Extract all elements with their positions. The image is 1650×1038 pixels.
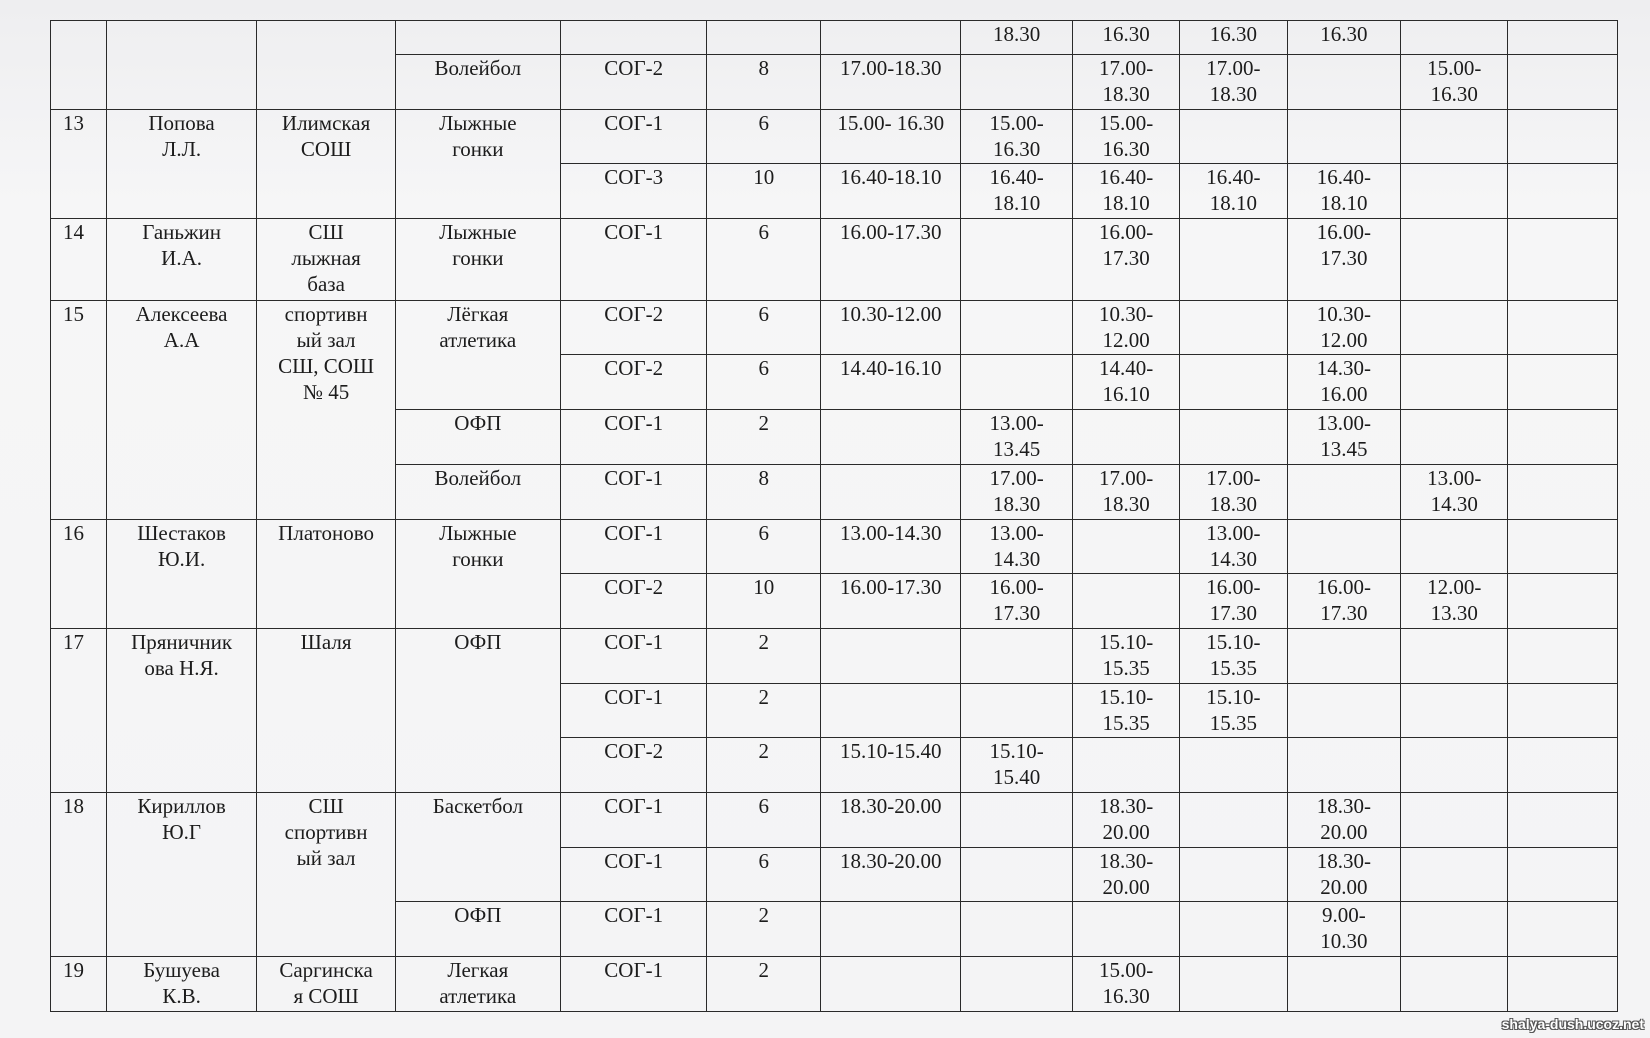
table-cell: 16.00- 17.30 bbox=[961, 574, 1072, 629]
table-cell: 16.40- 18.10 bbox=[1072, 164, 1179, 219]
table-cell: 15.10- 15.35 bbox=[1180, 628, 1287, 683]
table-cell: СОГ-1 bbox=[560, 683, 707, 738]
table-cell bbox=[821, 464, 961, 519]
table-cell: 16 bbox=[51, 519, 107, 628]
table-cell bbox=[1401, 628, 1508, 683]
table-cell bbox=[1401, 683, 1508, 738]
table-cell: 18.30- 20.00 bbox=[1287, 793, 1401, 848]
table-cell: 10.30- 12.00 bbox=[1287, 300, 1401, 355]
table-cell: Лыжные гонки bbox=[395, 219, 560, 301]
table-cell: СОГ-1 bbox=[560, 219, 707, 301]
table-cell: 16.40-18.10 bbox=[821, 164, 961, 219]
table-cell: Шестаков Ю.И. bbox=[106, 519, 257, 628]
table-cell bbox=[1072, 738, 1179, 793]
table-cell bbox=[707, 21, 821, 55]
table-cell: 18.30-20.00 bbox=[821, 847, 961, 902]
table-cell bbox=[1508, 847, 1618, 902]
table-cell bbox=[1180, 410, 1287, 465]
table-row bbox=[51, 219, 1618, 301]
table-cell bbox=[1287, 464, 1401, 519]
table-cell: 14.40-16.10 bbox=[821, 355, 961, 410]
table-row bbox=[51, 109, 1618, 164]
table-cell: Волейбол bbox=[395, 55, 560, 110]
table-cell: 16.40- 18.10 bbox=[961, 164, 1072, 219]
table-cell bbox=[1401, 410, 1508, 465]
table-cell: Лыжные гонки bbox=[395, 109, 560, 218]
table-cell: 16.00-17.30 bbox=[821, 574, 961, 629]
table-cell: СОГ-1 bbox=[560, 109, 707, 164]
table-cell: 15.10- 15.40 bbox=[961, 738, 1072, 793]
table-row bbox=[51, 628, 1618, 683]
table-cell: 6 bbox=[707, 109, 821, 164]
table-cell bbox=[1401, 219, 1508, 301]
table-cell: 6 bbox=[707, 793, 821, 848]
table-cell: СОГ-1 bbox=[560, 847, 707, 902]
table-cell: 12.00- 13.30 bbox=[1401, 574, 1508, 629]
table-cell: Попова Л.Л. bbox=[106, 109, 257, 218]
table-cell: 13.00- 13.45 bbox=[961, 410, 1072, 465]
table-cell bbox=[1287, 683, 1401, 738]
table-cell bbox=[1287, 519, 1401, 574]
table-cell: 16.00- 17.30 bbox=[1287, 574, 1401, 629]
table-cell bbox=[1180, 109, 1287, 164]
table-cell: СОГ-1 bbox=[560, 628, 707, 683]
table-cell: 15.00- 16.30 bbox=[1401, 55, 1508, 110]
table-row bbox=[51, 957, 1618, 1012]
table-cell: 6 bbox=[707, 519, 821, 574]
table-cell bbox=[1508, 109, 1618, 164]
table-cell bbox=[1180, 793, 1287, 848]
schedule-table bbox=[50, 20, 1618, 1012]
table-cell bbox=[1508, 683, 1618, 738]
table-cell bbox=[1401, 109, 1508, 164]
table-cell bbox=[1508, 55, 1618, 110]
table-cell bbox=[1287, 109, 1401, 164]
table-cell bbox=[1508, 464, 1618, 519]
table-cell: 17.00- 18.30 bbox=[1072, 55, 1179, 110]
table-cell: спортивн ый зал СШ, СОШ № 45 bbox=[257, 300, 395, 519]
table-cell: 2 bbox=[707, 738, 821, 793]
table-cell bbox=[1401, 519, 1508, 574]
table-cell bbox=[560, 21, 707, 55]
table-cell bbox=[1401, 738, 1508, 793]
table-cell bbox=[1287, 628, 1401, 683]
table-cell bbox=[51, 21, 107, 110]
table-cell: Алексеева А.А bbox=[106, 300, 257, 519]
table-cell bbox=[961, 957, 1072, 1012]
table-cell bbox=[106, 21, 257, 110]
table-cell: 17.00- 18.30 bbox=[1180, 55, 1287, 110]
table-cell: Лыжные гонки bbox=[395, 519, 560, 628]
table-cell: 2 bbox=[707, 957, 821, 1012]
table-cell bbox=[821, 902, 961, 957]
table-cell bbox=[1180, 957, 1287, 1012]
table-cell: 16.40- 18.10 bbox=[1287, 164, 1401, 219]
table-cell bbox=[961, 300, 1072, 355]
table-cell bbox=[1401, 164, 1508, 219]
table-cell bbox=[1287, 55, 1401, 110]
table-cell bbox=[1180, 355, 1287, 410]
table-cell: 2 bbox=[707, 902, 821, 957]
table-cell bbox=[1508, 628, 1618, 683]
table-cell: 17.00- 18.30 bbox=[1180, 464, 1287, 519]
table-cell bbox=[961, 55, 1072, 110]
table-row bbox=[51, 793, 1618, 848]
table-cell bbox=[257, 21, 395, 110]
table-cell: 2 bbox=[707, 683, 821, 738]
table-cell: СОГ-1 bbox=[560, 410, 707, 465]
table-cell: 15.00- 16.30 bbox=[1072, 957, 1179, 1012]
table-cell bbox=[1508, 793, 1618, 848]
table-cell: СОГ-2 bbox=[560, 574, 707, 629]
table-row bbox=[51, 21, 1618, 55]
table-cell: 18.30-20.00 bbox=[821, 793, 961, 848]
table-cell bbox=[1508, 164, 1618, 219]
table-cell bbox=[821, 957, 961, 1012]
table-cell bbox=[821, 21, 961, 55]
table-cell bbox=[821, 628, 961, 683]
table-cell: ОФП bbox=[395, 902, 560, 957]
table-cell: 8 bbox=[707, 55, 821, 110]
table-cell: 13.00- 14.30 bbox=[1401, 464, 1508, 519]
table-cell: 15.10- 15.35 bbox=[1180, 683, 1287, 738]
table-cell bbox=[1508, 219, 1618, 301]
table-cell bbox=[1508, 957, 1618, 1012]
table-cell bbox=[961, 628, 1072, 683]
table-cell bbox=[961, 902, 1072, 957]
table-cell: 15.00- 16.30 bbox=[961, 109, 1072, 164]
table-cell: 14 bbox=[51, 219, 107, 301]
table-cell: 17 bbox=[51, 628, 107, 792]
table-cell: 2 bbox=[707, 628, 821, 683]
table-cell bbox=[1072, 902, 1179, 957]
table-cell: СОГ-1 bbox=[560, 519, 707, 574]
table-cell: Волейбол bbox=[395, 464, 560, 519]
table-cell: 15.10- 15.35 bbox=[1072, 628, 1179, 683]
table-cell bbox=[1401, 355, 1508, 410]
table-cell: ОФП bbox=[395, 628, 560, 792]
table-cell: СОГ-1 bbox=[560, 957, 707, 1012]
table-cell bbox=[1508, 902, 1618, 957]
table-cell bbox=[1180, 902, 1287, 957]
table-cell bbox=[1508, 300, 1618, 355]
table-cell bbox=[961, 793, 1072, 848]
table-cell bbox=[1401, 793, 1508, 848]
table-cell: Саргинска я СОШ bbox=[257, 957, 395, 1012]
table-row bbox=[51, 519, 1618, 574]
table-cell bbox=[961, 355, 1072, 410]
table-cell: 10.30-12.00 bbox=[821, 300, 961, 355]
table-cell: 14.40- 16.10 bbox=[1072, 355, 1179, 410]
table-cell bbox=[1508, 519, 1618, 574]
table-cell: ОФП bbox=[395, 410, 560, 465]
table-cell: 18 bbox=[51, 793, 107, 957]
table-cell: СШ спортивн ый зал bbox=[257, 793, 395, 957]
table-cell: 18.30- 20.00 bbox=[1287, 847, 1401, 902]
table-cell: СОГ-1 bbox=[560, 464, 707, 519]
table-cell: Ганьжин И.А. bbox=[106, 219, 257, 301]
table-cell: 6 bbox=[707, 355, 821, 410]
table-cell: 16.00- 17.30 bbox=[1287, 219, 1401, 301]
table-cell: 18.30- 20.00 bbox=[1072, 793, 1179, 848]
table-cell bbox=[1072, 574, 1179, 629]
table-cell: 15.00- 16.30 bbox=[1072, 109, 1179, 164]
table-cell: 16.30 bbox=[1072, 21, 1179, 55]
table-cell bbox=[821, 683, 961, 738]
table-cell: 15.10- 15.35 bbox=[1072, 683, 1179, 738]
table-cell: 16.00-17.30 bbox=[821, 219, 961, 301]
table-cell bbox=[1401, 300, 1508, 355]
table-cell: Легкая атлетика bbox=[395, 957, 560, 1012]
table-cell: СОГ-1 bbox=[560, 793, 707, 848]
table-cell: 13.00-14.30 bbox=[821, 519, 961, 574]
table-cell bbox=[1072, 410, 1179, 465]
table-cell: 16.00- 17.30 bbox=[1180, 574, 1287, 629]
table-cell: 2 bbox=[707, 410, 821, 465]
table-cell: Кириллов Ю.Г bbox=[106, 793, 257, 957]
table-cell: Бушуева К.В. bbox=[106, 957, 257, 1012]
table-cell: 17.00-18.30 bbox=[821, 55, 961, 110]
table-cell: 17.00- 18.30 bbox=[961, 464, 1072, 519]
table-cell: 16.40- 18.10 bbox=[1180, 164, 1287, 219]
table-cell: СШ лыжная база bbox=[257, 219, 395, 301]
table-cell: 16.30 bbox=[1180, 21, 1287, 55]
table-cell bbox=[1287, 957, 1401, 1012]
table-cell: 9.00- 10.30 bbox=[1287, 902, 1401, 957]
table-cell bbox=[1072, 519, 1179, 574]
table-cell bbox=[1180, 219, 1287, 301]
table-cell bbox=[1180, 738, 1287, 793]
site-watermark: shalya-dush.ucoz.net bbox=[1501, 1016, 1644, 1032]
table-cell: 16.30 bbox=[1287, 21, 1401, 55]
table-cell: Пряничник ова Н.Я. bbox=[106, 628, 257, 792]
table-cell bbox=[1508, 574, 1618, 629]
table-cell bbox=[1508, 21, 1618, 55]
table-cell: 10.30- 12.00 bbox=[1072, 300, 1179, 355]
table-cell bbox=[961, 683, 1072, 738]
table-cell: 18.30- 20.00 bbox=[1072, 847, 1179, 902]
table-cell: Лёгкая атлетика bbox=[395, 300, 560, 409]
table-cell: 13.00- 13.45 bbox=[1287, 410, 1401, 465]
table-cell: 10 bbox=[707, 164, 821, 219]
table-cell: СОГ-2 bbox=[560, 300, 707, 355]
table-cell bbox=[1180, 300, 1287, 355]
table-cell bbox=[1508, 355, 1618, 410]
table-cell: Илимская СОШ bbox=[257, 109, 395, 218]
table-cell: 13.00- 14.30 bbox=[1180, 519, 1287, 574]
table-cell: 15.10-15.40 bbox=[821, 738, 961, 793]
table-row bbox=[51, 300, 1618, 355]
table-cell bbox=[961, 847, 1072, 902]
table-cell: СОГ-2 bbox=[560, 355, 707, 410]
table-cell bbox=[1401, 847, 1508, 902]
table-cell: 13.00- 14.30 bbox=[961, 519, 1072, 574]
table-cell: СОГ-3 bbox=[560, 164, 707, 219]
table-cell bbox=[1401, 957, 1508, 1012]
table-cell: 13 bbox=[51, 109, 107, 218]
table-cell: 6 bbox=[707, 219, 821, 301]
table-cell bbox=[1508, 738, 1618, 793]
table-cell: СОГ-1 bbox=[560, 902, 707, 957]
table-cell bbox=[961, 219, 1072, 301]
table-cell: 19 bbox=[51, 957, 107, 1012]
table-cell bbox=[1287, 738, 1401, 793]
table-cell: 17.00- 18.30 bbox=[1072, 464, 1179, 519]
table-cell: СОГ-2 bbox=[560, 55, 707, 110]
table-cell bbox=[1508, 410, 1618, 465]
table-cell: 18.30 bbox=[961, 21, 1072, 55]
table-cell: 6 bbox=[707, 847, 821, 902]
table-cell bbox=[821, 410, 961, 465]
table-cell bbox=[395, 21, 560, 55]
table-cell: 10 bbox=[707, 574, 821, 629]
table-cell: 6 bbox=[707, 300, 821, 355]
table-cell: 15 bbox=[51, 300, 107, 519]
table-cell: Баскетбол bbox=[395, 793, 560, 902]
table-cell: 15.00- 16.30 bbox=[821, 109, 961, 164]
table-cell: 14.30- 16.00 bbox=[1287, 355, 1401, 410]
schedule-table-body bbox=[51, 21, 1618, 1012]
table-cell bbox=[1401, 902, 1508, 957]
table-cell: 8 bbox=[707, 464, 821, 519]
table-cell bbox=[1180, 847, 1287, 902]
table-cell bbox=[1401, 21, 1508, 55]
table-cell: Платоново bbox=[257, 519, 395, 628]
table-cell: Шаля bbox=[257, 628, 395, 792]
table-cell: СОГ-2 bbox=[560, 738, 707, 793]
table-cell: 16.00- 17.30 bbox=[1072, 219, 1179, 301]
